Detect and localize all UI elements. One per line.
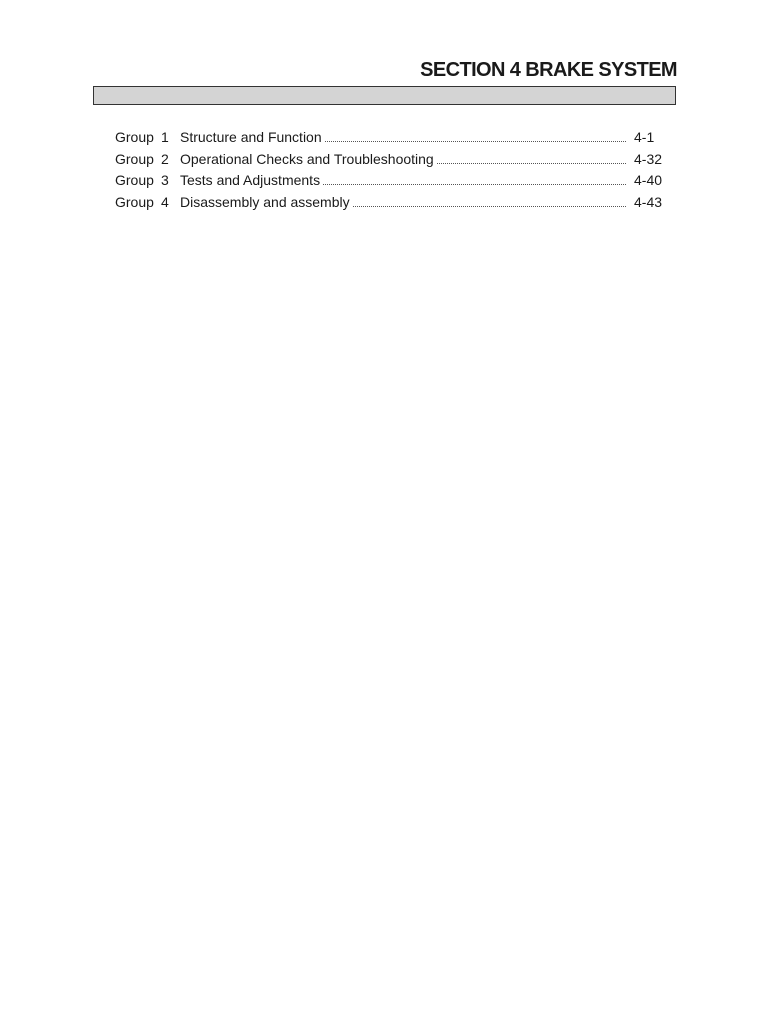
toc-leader-dots — [325, 141, 626, 142]
toc-page-number: 4-1 — [634, 129, 655, 145]
toc-group-label: Group — [115, 150, 154, 167]
toc-group-label: Group — [115, 129, 154, 145]
section-title: SECTION 4 BRAKE SYSTEM — [420, 59, 677, 81]
toc-leader-dots — [437, 163, 626, 164]
toc-group-number: 1 — [161, 129, 169, 145]
toc-entry-title: Structure and Function — [180, 129, 322, 145]
toc-group-number: 2 — [161, 150, 169, 167]
toc-entry-group-2[interactable] — [115, 150, 670, 172]
toc-page-number: 4-32 — [634, 150, 663, 167]
toc-entry-title: Tests and Adjustments — [180, 172, 321, 188]
toc-entry-title: Operational Checks and Troubleshooting — [180, 150, 434, 167]
toc-group-label: Group — [115, 172, 154, 188]
toc-entry-group-1[interactable] — [115, 128, 670, 150]
toc-entry-group-3[interactable] — [115, 171, 670, 193]
toc-group-number: 3 — [161, 172, 169, 188]
table-of-contents — [115, 128, 670, 214]
toc-group-number: 4 — [161, 193, 169, 210]
toc-page-number: 4-43 — [634, 193, 663, 210]
toc-page-number: 4-40 — [634, 172, 663, 188]
toc-entry-title: Disassembly and assembly — [180, 193, 350, 210]
toc-group-label: Group — [115, 193, 154, 210]
toc-leader-dots — [323, 184, 626, 185]
toc-entry-group-4[interactable] — [115, 193, 670, 215]
title-divider-bar — [93, 86, 676, 105]
toc-leader-dots — [353, 206, 626, 207]
